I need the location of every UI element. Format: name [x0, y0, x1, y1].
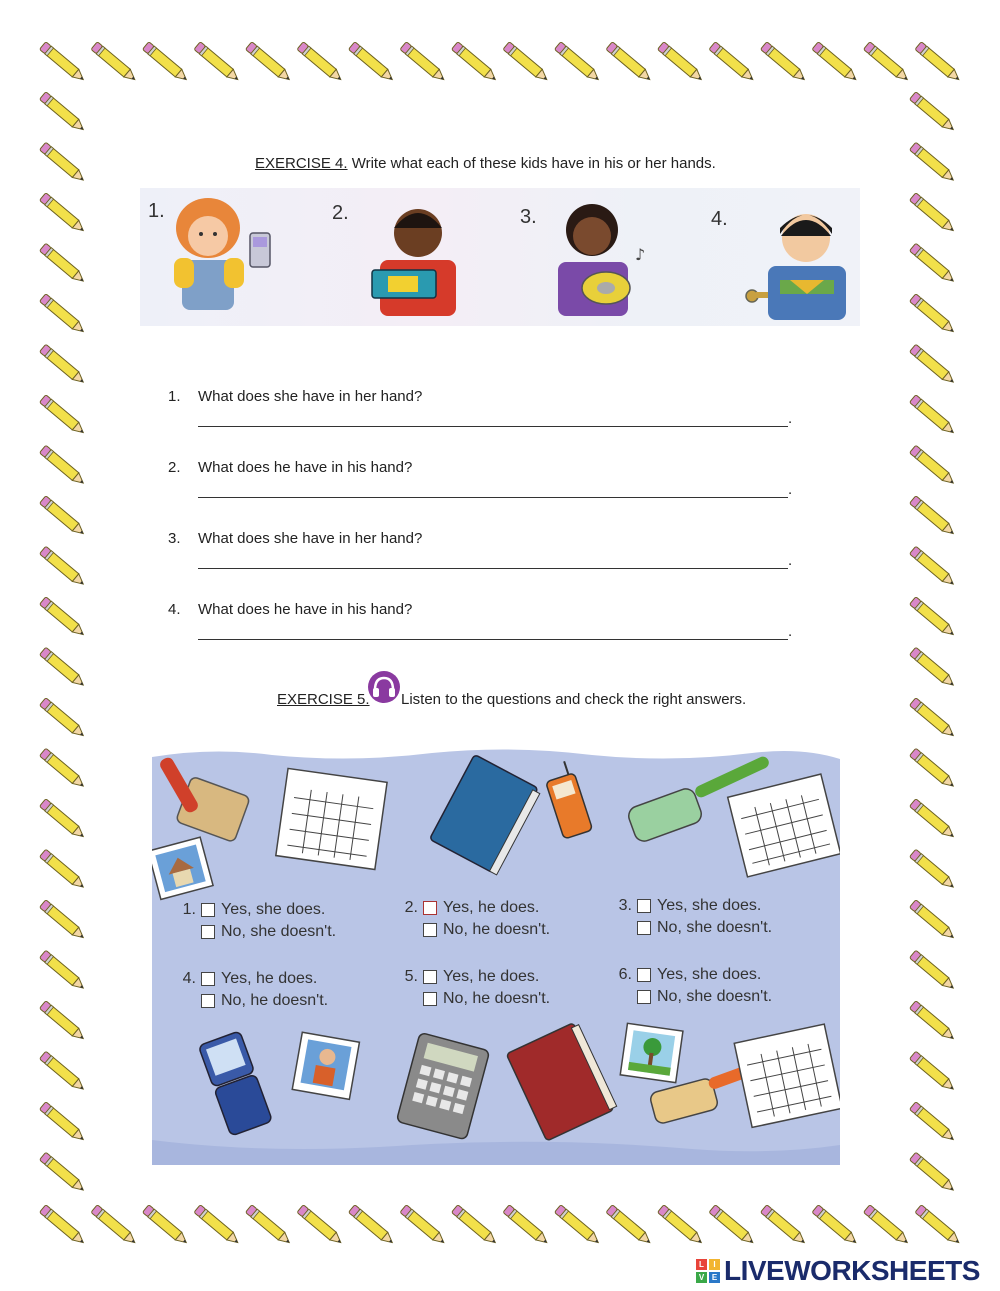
answer-block-6 [610, 964, 772, 1008]
checkbox-yes-6[interactable] [637, 968, 651, 982]
pencil-decoration [400, 1205, 447, 1247]
pencil-decoration [657, 42, 704, 84]
pencil-decoration [39, 92, 86, 134]
pencil-decoration [606, 1205, 653, 1247]
answer-block-2 [396, 897, 550, 941]
answer-yes-label: Yes, she does. [657, 966, 762, 983]
pencil-decoration [39, 698, 86, 740]
answer-input-1[interactable] [198, 412, 788, 427]
checkbox-yes-1[interactable] [201, 903, 215, 917]
pencil-decoration [39, 1205, 86, 1247]
pencil-decoration [39, 950, 86, 992]
pencil-decoration [503, 42, 550, 84]
exercise5-picture-panel [152, 745, 840, 1165]
question-item [168, 530, 808, 601]
pencil-decoration [909, 799, 956, 841]
pencil-decoration [400, 42, 447, 84]
answer-number: 2. [404, 899, 418, 916]
pencil-decoration [909, 92, 956, 134]
pencil-decoration [554, 1205, 601, 1247]
pencil-decoration [909, 748, 956, 790]
pencil-decoration [863, 1205, 910, 1247]
answer-input-3[interactable] [198, 554, 788, 569]
answer-no-label: No, he doesn't. [221, 992, 329, 1009]
checkbox-no-4[interactable] [201, 994, 215, 1008]
pencil-decoration [909, 950, 956, 992]
checkbox-no-3[interactable] [637, 921, 651, 935]
question-text: What does she have in her hand? [198, 530, 423, 547]
pencil-decoration [39, 142, 86, 184]
answer-no-label: No, she doesn't. [657, 988, 773, 1005]
pencil-decoration [194, 42, 241, 84]
pencil-decoration [863, 42, 910, 84]
checkbox-no-5[interactable] [423, 992, 437, 1006]
question-text: What does he have in his hand? [198, 459, 413, 476]
checkbox-yes-4[interactable] [201, 972, 215, 986]
kid-number-3: 3. [520, 206, 537, 228]
pencil-decoration [909, 193, 956, 235]
answer-yes-label: Yes, he does. [443, 899, 540, 916]
question-text: What does he have in his hand? [198, 601, 413, 618]
question-item [168, 388, 808, 459]
pencil-decoration [39, 546, 86, 588]
pencil-decoration [39, 496, 86, 538]
question-number: 2. [168, 459, 181, 476]
logo-letter: L [696, 1259, 707, 1270]
pencil-decoration [39, 1001, 86, 1043]
logo-letter: E [709, 1272, 720, 1283]
exercise5-instruction-wrap [401, 691, 746, 708]
pencil-decoration [909, 597, 956, 639]
pencil-decoration [909, 344, 956, 386]
logo-letter: V [696, 1272, 707, 1283]
pencil-decoration [142, 1205, 189, 1247]
kid-3-girl-with-cd-player [558, 204, 645, 316]
pencil-decoration [909, 1152, 956, 1194]
pencil-decoration [915, 1205, 962, 1247]
pencil-decoration [909, 142, 956, 184]
pencil-decoration [39, 1152, 86, 1194]
checkbox-yes-3[interactable] [637, 899, 651, 913]
pencil-decoration [39, 344, 86, 386]
picture-frame-icon [620, 1023, 683, 1082]
answer-block-1 [174, 899, 336, 943]
pencil-decoration [812, 1205, 859, 1247]
answer-block-4 [174, 968, 328, 1012]
calendar-icon [276, 768, 387, 869]
pencil-decoration [39, 748, 86, 790]
kid-number-4: 4. [711, 208, 728, 230]
question-item [168, 601, 808, 672]
calendar-icon [734, 1024, 840, 1127]
pencil-decoration [297, 42, 344, 84]
pencil-decoration [39, 395, 86, 437]
pencil-decoration [142, 42, 189, 84]
exercise5-instruction: Listen to the questions and check the right answers. [401, 691, 747, 708]
pencil-decoration [91, 42, 138, 84]
kid-2-boy-with-wallet [372, 209, 456, 316]
question-number: 3. [168, 530, 181, 547]
pencil-decoration [909, 698, 956, 740]
pencil-decoration [657, 1205, 704, 1247]
checkbox-no-6[interactable] [637, 990, 651, 1004]
question-text: What does she have in her hand? [198, 388, 423, 405]
answer-number: 3. [618, 897, 632, 914]
pencil-decoration [39, 193, 86, 235]
exercise5-label: EXERCISE 5. [277, 691, 370, 708]
pencil-decoration [909, 243, 956, 285]
pencil-decoration [760, 42, 807, 84]
pencil-decoration [909, 849, 956, 891]
answer-number: 1. [182, 901, 196, 918]
pencil-decoration [39, 42, 86, 84]
pencil-decoration [39, 294, 86, 336]
pencil-decoration [348, 1205, 395, 1247]
kid-number-2: 2. [332, 202, 349, 224]
pencil-decoration [245, 1205, 292, 1247]
pencil-decoration [39, 445, 86, 487]
exercise4-questions [168, 388, 808, 672]
answer-yes-label: Yes, he does. [221, 970, 318, 987]
logo-squares [696, 1259, 720, 1283]
photo-frame-icon [292, 1032, 359, 1099]
answer-number: 5. [404, 968, 418, 985]
pencil-decoration [348, 42, 395, 84]
answer-yes-label: Yes, she does. [221, 901, 326, 918]
logo-letter: I [709, 1259, 720, 1270]
pencil-decoration [39, 597, 86, 639]
pencil-decoration [709, 42, 756, 84]
pencil-decoration [909, 445, 956, 487]
answer-yes-label: Yes, she does. [657, 897, 762, 914]
logo-text: LIVEWORKSHEETS [724, 1255, 980, 1286]
answer-number: 4. [182, 970, 196, 987]
answer-block-3 [610, 895, 772, 939]
pencil-decoration [909, 900, 956, 942]
exercise4-label: EXERCISE 4. [255, 155, 348, 172]
answer-block-5 [396, 966, 550, 1010]
exercise4-instruction: Write what each of these kids have in his or her hands. [351, 155, 716, 172]
exercise4-title [255, 155, 716, 172]
pencil-decoration [909, 1001, 956, 1043]
pencil-decoration [39, 900, 86, 942]
answer-period: . [788, 552, 793, 569]
checkbox-no-2[interactable] [423, 923, 437, 937]
svg-text:♪: ♪ [635, 245, 646, 264]
pencil-decoration [451, 42, 498, 84]
pencil-decoration [909, 294, 956, 336]
pencil-decoration [709, 1205, 756, 1247]
answer-period: . [788, 410, 793, 427]
answer-period: . [788, 481, 793, 498]
pencil-decoration [503, 1205, 550, 1247]
kid-1-girl-with-phone [174, 198, 270, 310]
checkbox-yes-2[interactable] [423, 901, 437, 915]
pencil-decoration [451, 1205, 498, 1247]
answer-no-label: No, she doesn't. [657, 919, 773, 936]
pencil-decoration [915, 42, 962, 84]
pencil-decoration [39, 849, 86, 891]
pencil-decoration [39, 1102, 86, 1144]
liveworksheets-logo [696, 1254, 980, 1288]
pencil-decoration [39, 1051, 86, 1093]
answer-period: . [788, 623, 793, 640]
pencil-decoration [39, 799, 86, 841]
answer-no-label: No, she doesn't. [221, 923, 337, 940]
pencil-decoration [194, 1205, 241, 1247]
checkbox-yes-5[interactable] [423, 970, 437, 984]
pencil-decoration [909, 1102, 956, 1144]
answer-no-label: No, he doesn't. [443, 921, 551, 938]
kids-illustration [140, 188, 860, 326]
pencil-decoration [909, 647, 956, 689]
pencil-decoration [909, 395, 956, 437]
kid-number-1: 1. [148, 200, 165, 222]
answer-input-2[interactable] [198, 483, 788, 498]
pencil-decoration [297, 1205, 344, 1247]
pencil-decoration [554, 42, 601, 84]
answer-no-label: No, he doesn't. [443, 990, 551, 1007]
checkbox-no-1[interactable] [201, 925, 215, 939]
pencil-decoration [39, 243, 86, 285]
headphone-icon[interactable] [367, 670, 401, 704]
pencil-decoration [909, 546, 956, 588]
pencil-decoration [760, 1205, 807, 1247]
pencil-decoration [39, 647, 86, 689]
answer-yes-label: Yes, he does. [443, 968, 540, 985]
kid-4-boy-with-keys [746, 214, 846, 320]
question-number: 4. [168, 601, 181, 618]
question-number: 1. [168, 388, 181, 405]
pencil-decoration [91, 1205, 138, 1247]
exercise5-title [277, 691, 370, 708]
answer-input-4[interactable] [198, 625, 788, 640]
pencil-decoration [909, 1051, 956, 1093]
question-item [168, 459, 808, 530]
pencil-decoration [812, 42, 859, 84]
answer-number: 6. [618, 966, 632, 983]
pencil-decoration [909, 496, 956, 538]
pencil-decoration [606, 42, 653, 84]
pencil-decoration [245, 42, 292, 84]
